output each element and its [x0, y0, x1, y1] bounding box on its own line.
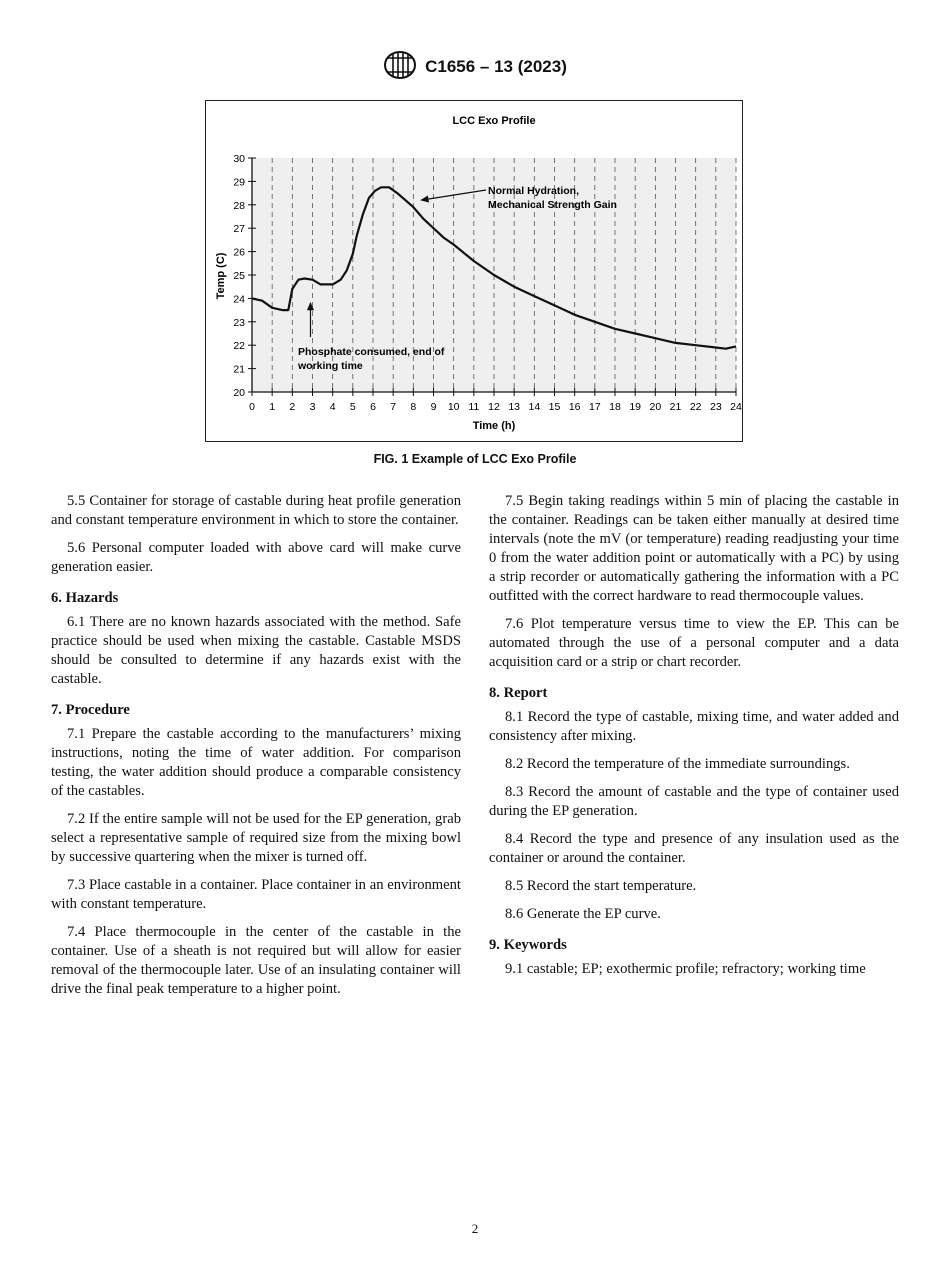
x-tick-label: 12: [488, 401, 500, 413]
y-tick-label: 24: [233, 293, 245, 306]
y-tick-label: 29: [233, 176, 245, 189]
x-tick-label: 8: [410, 401, 417, 413]
x-tick-label: 20: [649, 401, 662, 413]
paragraph-7-6: 7.6 Plot temperature versus time to view the EP. This can be automated through the use of a personal computer and a data acquisition card or a strip or chart recorder.: [489, 616, 899, 670]
paragraph-5-6: 5.6 Personal computer loaded with above card will make curve generation easier.: [51, 540, 461, 575]
lcc-exo-profile-chart: [206, 101, 742, 441]
paragraph-7-5: 7.5 Begin taking readings within 5 min of placing the castable in the container. Readings can be taken either manually at desired time intervals (note the mV (or temperature) reading readjusting your time 0 from the water addition point or automatically with a PC) by using a strip recorder or automatically gathering the information with a PC outfitted with the correct hardware to read thermocouple values.: [489, 493, 899, 604]
x-tick-label: 11: [468, 401, 480, 413]
y-tick-label: 22: [233, 340, 245, 353]
annotation-text-phosphate: working time: [298, 360, 363, 372]
section-heading-procedure: 7. Procedure: [51, 702, 130, 718]
section-heading-keywords: 9. Keywords: [489, 937, 567, 953]
left-column: [51, 492, 461, 1008]
x-tick-label: 4: [329, 401, 336, 413]
y-axis-label: Temp (C): [215, 252, 227, 300]
paragraph-9-1: 9.1 castable; EP; exothermic profile; refractory; working time: [505, 961, 866, 977]
page-number: 2: [471, 1221, 479, 1236]
x-tick-label: 5: [349, 401, 356, 413]
x-tick-label: 23: [709, 401, 722, 413]
paragraph-7-4: 7.4 Place thermocouple in the center of the castable in the container. Use of a sheath is not required but will allow for easier removal of the thermocouple later. Use of an insulating container will drive the final peak temperature to a higher point.: [51, 924, 461, 997]
y-tick-label: 20: [233, 387, 245, 399]
y-tick-label: 23: [233, 316, 245, 329]
y-tick-label: 27: [233, 223, 245, 236]
right-column: [489, 492, 899, 988]
x-tick-label: 18: [609, 401, 621, 413]
section-heading-report: 8. Report: [489, 685, 548, 701]
y-tick-label: 25: [233, 270, 245, 282]
x-tick-label: 13: [508, 401, 521, 413]
paragraph-7-3: 7.3 Place castable in a container. Place container in an environment with constant temperature.: [51, 877, 461, 912]
paragraph-5-5: 5.5 Container for storage of castable during heat profile generation and constant temperature environment in which to store the container.: [51, 493, 461, 528]
chart-title: LCC Exo Profile: [452, 115, 536, 127]
figure-1: [205, 100, 743, 442]
y-tick-label: 21: [233, 363, 245, 376]
annotation-text-hydration: Normal Hydration,: [488, 185, 580, 197]
y-tick-label: 30: [233, 153, 245, 165]
x-tick-label: 22: [689, 401, 702, 413]
figure-caption: FIG. 1 Example of LCC Exo Profile: [373, 452, 577, 466]
x-tick-label: 6: [370, 401, 376, 413]
x-tick-label: 15: [548, 401, 561, 413]
astm-logo-icon: [383, 50, 417, 85]
x-tick-label: 19: [629, 401, 642, 413]
x-tick-label: 1: [269, 401, 276, 413]
paragraph-8-1: 8.1 Record the type of castable, mixing time, and water added and consistency after mixing.: [489, 709, 899, 744]
paragraph-8-5: 8.5 Record the start temperature.: [505, 878, 697, 894]
section-heading-hazards: 6. Hazards: [51, 590, 119, 606]
paragraph-8-3: 8.3 Record the amount of castable and the type of container used during the EP generation.: [489, 784, 899, 819]
y-tick-label: 26: [233, 246, 245, 259]
y-tick-label: 28: [233, 199, 245, 212]
x-tick-label: 10: [447, 401, 460, 413]
annotation-text-phosphate: Phosphate consumed, end of: [298, 346, 445, 358]
x-tick-label: 17: [588, 401, 601, 413]
x-tick-label: 7: [390, 401, 397, 413]
x-tick-label: 14: [528, 401, 541, 413]
paragraph-6-1: 6.1 There are no known hazards associated with the method. Safe practice should be used when mixing the castable. Castable MSDS should be consulted to determine if any hazards exist with the castable.: [51, 614, 461, 687]
x-tick-label: 24: [730, 401, 742, 413]
paragraph-8-4: 8.4 Record the type and presence of any insulation used as the container or around the container.: [489, 831, 899, 866]
x-tick-label: 2: [289, 401, 296, 413]
document-designation: C1656 – 13 (2023): [425, 57, 567, 76]
annotation-text-hydration: Mechanical Strength Gain: [488, 199, 617, 211]
paragraph-7-1: 7.1 Prepare the castable according to the manufacturers’ mixing instructions, noting the time of water addition. For comparison testing, the water addition should produce a comparable consistency of the castables.: [51, 726, 461, 799]
x-axis-label: Time (h): [472, 420, 516, 432]
x-tick-label: 0: [249, 401, 255, 413]
paragraph-7-2: 7.2 If the entire sample will not be used for the EP generation, grab select a representative sample of required size from the mixing bowl by successive quartering when the mixer is turned off.: [51, 811, 461, 865]
x-tick-label: 16: [568, 401, 581, 413]
paragraph-8-6: 8.6 Generate the EP curve.: [505, 906, 661, 922]
x-tick-label: 21: [669, 401, 682, 413]
page-header: [0, 50, 950, 84]
x-tick-label: 9: [430, 401, 437, 413]
x-tick-label: 3: [309, 401, 316, 413]
paragraph-8-2: 8.2 Record the temperature of the immediate surroundings.: [505, 756, 850, 772]
